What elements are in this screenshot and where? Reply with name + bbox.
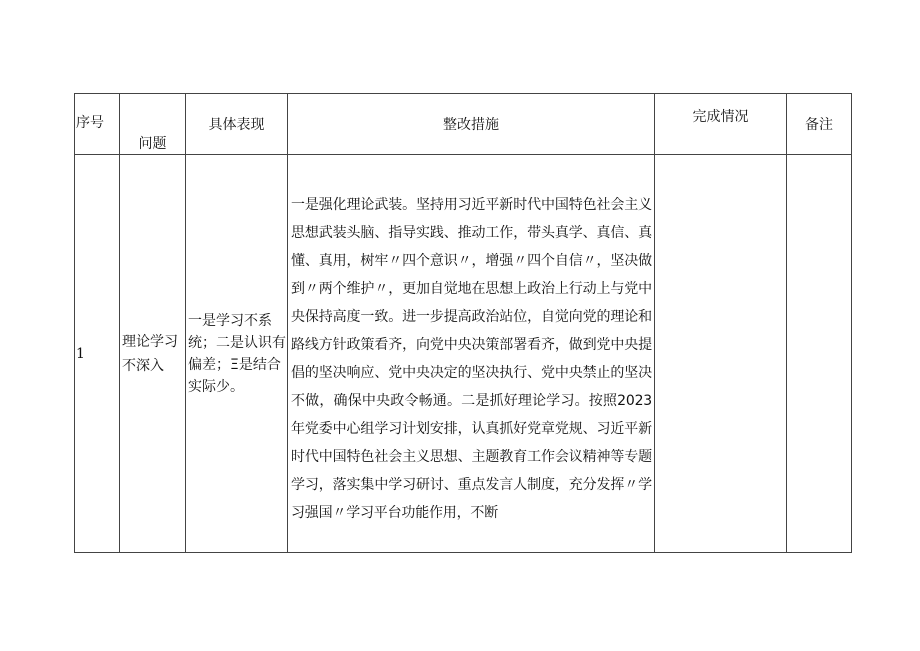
cell-seq: 1: [75, 155, 120, 553]
cell-detail: 一是学习不系统；二是认识有偏差；Ξ是结合实际少。: [186, 155, 288, 553]
cell-measures: 一是强化理论武装。坚持用习近平新时代中国特色社会主义思想武装头脑、指导实践、推动工作，带头真学、真信、真懂、真用，树牢〃四个意识〃，增强〃四个自信〃，坚决做到〃两个维护〃，更加自觉地在思想上政治上行动上与党中央保持高度一致。进一步提高政治站位，自觉向党的理论和路线方针政策看齐，向党中央决策部署看齐，做到党中央提倡的坚决响应、党中央决定的坚决执行、党中央禁止的坚决不做，确保中央政令畅通。二是抓好理论学习。按照2023年党委中心组学习计划安排，认真抓好党章党规、习近平新时代中国特色社会主义思想、主题教育工作会议精神等专题学习，落实集中学习研讨、重点发言人制度，充分发挥〃学习强国〃学习平台功能作用，不断: [288, 155, 655, 553]
cell-notes: [787, 155, 852, 553]
header-status: 完成情况: [655, 94, 787, 155]
cell-status: [655, 155, 787, 553]
header-detail: 具体表现: [186, 94, 288, 155]
header-seq: 序号: [75, 94, 120, 155]
header-measures: 整改措施: [288, 94, 655, 155]
cell-problem: 理论学习不深入: [120, 155, 186, 553]
table-row: [75, 155, 852, 553]
header-problem: 问题: [120, 94, 186, 155]
header-notes: 备注: [787, 94, 852, 155]
rectification-table: [74, 93, 852, 553]
table-header-row: [75, 94, 852, 155]
